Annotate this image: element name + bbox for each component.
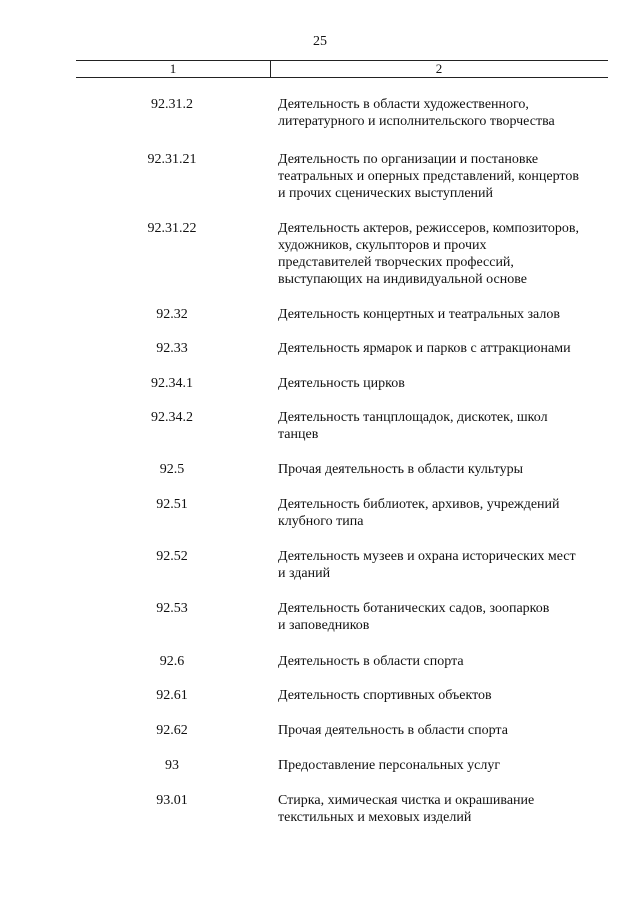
activity-description: [278, 409, 608, 443]
activity-code: 92.34.1: [151, 376, 193, 391]
activity-code: 92.51: [156, 497, 188, 512]
description-line: Стирка, химическая чистка и окрашивание: [278, 793, 535, 808]
description-line: текстильных и меховых изделий: [278, 810, 472, 825]
activity-description: [278, 792, 608, 826]
description-line: художников, скульпторов и прочих: [278, 238, 487, 253]
description-line: Деятельность спортивных объектов: [278, 688, 492, 703]
page-number: 25: [313, 34, 327, 49]
activity-description: [278, 96, 608, 130]
activity-code: 92.31.22: [147, 221, 197, 236]
activity-code: 92.33: [156, 341, 188, 356]
activity-code: 92.34.2: [151, 410, 193, 425]
description-line: Деятельность концертных и театральных залов: [278, 307, 560, 322]
description-line: выступающих на индивидуальной основе: [278, 272, 527, 287]
activity-description: [278, 496, 608, 530]
description-line: и зданий: [278, 566, 331, 581]
activity-description: [278, 548, 608, 582]
activity-description: [278, 151, 608, 202]
activity-description: [278, 306, 608, 323]
header-column-2: 2: [435, 61, 443, 76]
description-line: Деятельность цирков: [278, 376, 405, 391]
description-line: танцев: [278, 427, 319, 442]
description-line: клубного типа: [278, 514, 364, 529]
description-line: и заповедников: [278, 618, 370, 633]
description-line: Деятельность актеров, режиссеров, композиторов,: [278, 221, 579, 236]
description-line: представителей творческих профессий,: [278, 255, 514, 270]
activity-code: 92.62: [156, 723, 188, 738]
activity-code: 92.32: [156, 307, 188, 322]
activity-code: 92.31.2: [151, 97, 193, 112]
description-line: Деятельность в области художественного,: [278, 97, 529, 112]
description-line: Деятельность музеев и охрана исторических мест: [278, 549, 576, 564]
activity-description: [278, 722, 608, 739]
activity-code: 92.53: [156, 601, 188, 616]
activity-code: 92.52: [156, 549, 188, 564]
activity-code: 93: [165, 758, 179, 773]
table-header: [76, 60, 608, 78]
activity-code: 92.6: [159, 654, 185, 669]
activity-code: 92.5: [159, 462, 185, 477]
description-line: Прочая деятельность в области культуры: [278, 462, 524, 477]
description-line: Деятельность по организации и постановке: [278, 152, 539, 167]
activity-description: [278, 653, 608, 670]
description-line: Предоставление персональных услуг: [278, 758, 501, 773]
activity-code: 92.31.21: [147, 152, 197, 167]
description-line: Деятельность библиотек, архивов, учреждений: [278, 497, 560, 512]
activity-description: [278, 375, 608, 392]
description-line: Деятельность ботанических садов, зоопарков: [278, 601, 550, 616]
activity-description: [278, 600, 608, 634]
activity-description: [278, 220, 608, 288]
description-line: Деятельность танцплощадок, дискотек, школ: [278, 410, 548, 425]
description-line: Прочая деятельность в области спорта: [278, 723, 508, 738]
activity-description: [278, 687, 608, 704]
activity-description: [278, 461, 608, 478]
activity-description: [278, 340, 608, 357]
description-line: Деятельность ярмарок и парков с аттракционами: [278, 341, 571, 356]
activity-code: 92.61: [156, 688, 188, 703]
description-line: Деятельность в области спорта: [278, 654, 464, 669]
description-line: театральных и оперных представлений, концертов: [278, 169, 579, 184]
activity-code: 93.01: [156, 793, 188, 808]
description-line: и прочих сценических выступлений: [278, 186, 494, 201]
header-column-1: 1: [76, 61, 271, 77]
description-line: литературного и исполнительского творчества: [278, 114, 555, 129]
activity-description: [278, 757, 608, 774]
